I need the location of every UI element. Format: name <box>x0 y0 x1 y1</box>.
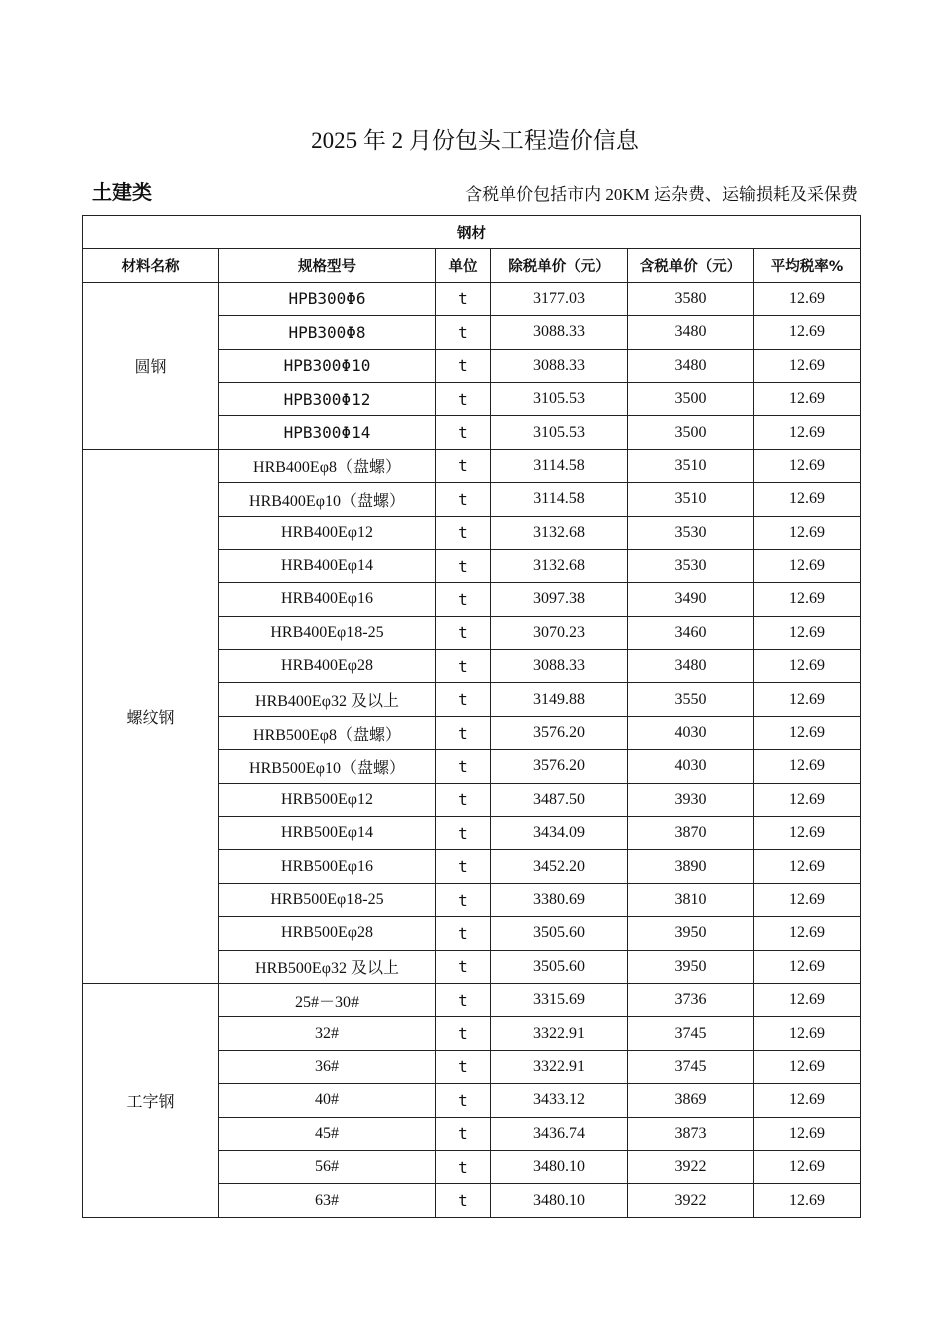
price-excl-tax-cell: 3088.33 <box>491 650 628 683</box>
tax-rate-cell: 12.69 <box>754 783 861 816</box>
spec-cell: HPB300Φ6 <box>219 282 436 315</box>
unit-cell: t <box>436 449 491 482</box>
price-incl-tax-cell: 3736 <box>628 983 754 1016</box>
price-excl-tax-cell: 3480.10 <box>491 1150 628 1183</box>
price-incl-tax-cell: 3510 <box>628 483 754 516</box>
tax-rate-cell: 12.69 <box>754 1050 861 1083</box>
price-incl-tax-cell: 3745 <box>628 1017 754 1050</box>
unit-cell: t <box>436 549 491 582</box>
tax-rate-cell: 12.69 <box>754 716 861 749</box>
unit-cell: t <box>436 650 491 683</box>
material-name-cell: 圆钢 <box>83 282 219 449</box>
unit-cell: t <box>436 583 491 616</box>
unit-cell: t <box>436 950 491 983</box>
price-excl-tax-cell: 3505.60 <box>491 950 628 983</box>
header-price-incl-tax: 含税单价（元） <box>628 249 754 282</box>
price-incl-tax-cell: 3950 <box>628 950 754 983</box>
tax-rate-cell: 12.69 <box>754 750 861 783</box>
price-incl-tax-cell: 3580 <box>628 282 754 315</box>
unit-cell: t <box>436 883 491 916</box>
price-incl-tax-cell: 3490 <box>628 583 754 616</box>
spec-cell: HPB300Φ10 <box>219 349 436 382</box>
price-excl-tax-cell: 3070.23 <box>491 616 628 649</box>
header-tax-rate: 平均税率% <box>754 249 861 282</box>
tax-rate-cell: 12.69 <box>754 583 861 616</box>
tax-rate-cell: 12.69 <box>754 483 861 516</box>
header-material-name: 材料名称 <box>83 249 219 282</box>
spec-cell: HRB400Eφ10（盘螺） <box>219 483 436 516</box>
spec-cell: HRB400Eφ32 及以上 <box>219 683 436 716</box>
spec-cell: HRB500Eφ16 <box>219 850 436 883</box>
price-excl-tax-cell: 3434.09 <box>491 817 628 850</box>
spec-cell: 36# <box>219 1050 436 1083</box>
spec-cell: HRB500Eφ28 <box>219 917 436 950</box>
unit-cell: t <box>436 616 491 649</box>
price-excl-tax-cell: 3097.38 <box>491 583 628 616</box>
tax-rate-cell: 12.69 <box>754 382 861 415</box>
unit-cell: t <box>436 1084 491 1117</box>
tax-rate-cell: 12.69 <box>754 616 861 649</box>
tax-rate-cell: 12.69 <box>754 1117 861 1150</box>
unit-cell: t <box>436 983 491 1016</box>
spec-cell: HRB500Eφ32 及以上 <box>219 950 436 983</box>
tax-rate-cell: 12.69 <box>754 349 861 382</box>
unit-cell: t <box>436 483 491 516</box>
section-title: 钢材 <box>83 216 861 249</box>
spec-cell: HRB400Eφ14 <box>219 549 436 582</box>
price-incl-tax-cell: 4030 <box>628 750 754 783</box>
price-excl-tax-cell: 3149.88 <box>491 683 628 716</box>
unit-cell: t <box>436 1017 491 1050</box>
steel-price-table <box>82 215 861 1218</box>
price-incl-tax-cell: 3530 <box>628 549 754 582</box>
tax-rate-cell: 12.69 <box>754 516 861 549</box>
unit-cell: t <box>436 316 491 349</box>
table-body <box>83 282 861 1217</box>
price-incl-tax-cell: 3530 <box>628 516 754 549</box>
tax-rate-cell: 12.69 <box>754 883 861 916</box>
price-incl-tax-cell: 3460 <box>628 616 754 649</box>
tax-rate-cell: 12.69 <box>754 449 861 482</box>
table-row <box>83 449 861 482</box>
unit-cell: t <box>436 1050 491 1083</box>
price-excl-tax-cell: 3505.60 <box>491 917 628 950</box>
page-title: 2025 年 2 月份包头工程造价信息 <box>311 128 639 153</box>
unit-cell: t <box>436 1117 491 1150</box>
unit-cell: t <box>436 917 491 950</box>
unit-cell: t <box>436 416 491 449</box>
price-incl-tax-cell: 3890 <box>628 850 754 883</box>
spec-cell: HRB400Eφ8（盘螺） <box>219 449 436 482</box>
spec-cell: 63# <box>219 1184 436 1217</box>
tax-rate-cell: 12.69 <box>754 983 861 1016</box>
spec-cell: HRB400Eφ28 <box>219 650 436 683</box>
spec-cell: HRB400Eφ12 <box>219 516 436 549</box>
price-excl-tax-cell: 3480.10 <box>491 1184 628 1217</box>
spec-cell: HRB400Eφ16 <box>219 583 436 616</box>
price-incl-tax-cell: 3480 <box>628 349 754 382</box>
price-incl-tax-cell: 3950 <box>628 917 754 950</box>
spec-cell: HRB500Eφ18-25 <box>219 883 436 916</box>
price-excl-tax-cell: 3088.33 <box>491 316 628 349</box>
unit-cell: t <box>436 683 491 716</box>
spec-cell: 32# <box>219 1017 436 1050</box>
tax-rate-cell: 12.69 <box>754 1084 861 1117</box>
unit-cell: t <box>436 750 491 783</box>
spec-cell: HRB500Eφ8（盘螺） <box>219 716 436 749</box>
price-excl-tax-cell: 3576.20 <box>491 716 628 749</box>
price-incl-tax-cell: 3869 <box>628 1084 754 1117</box>
price-excl-tax-cell: 3322.91 <box>491 1050 628 1083</box>
category-heading: 土建类 <box>92 180 152 204</box>
price-excl-tax-cell: 3088.33 <box>491 349 628 382</box>
tax-rate-cell: 12.69 <box>754 1017 861 1050</box>
spec-cell: HRB500Eφ10（盘螺） <box>219 750 436 783</box>
price-excl-tax-cell: 3132.68 <box>491 516 628 549</box>
price-excl-tax-cell: 3433.12 <box>491 1084 628 1117</box>
spec-cell: HRB500Eφ14 <box>219 817 436 850</box>
table-row <box>83 282 861 315</box>
header-price-excl-tax: 除税单价（元） <box>491 249 628 282</box>
spec-cell: 45# <box>219 1117 436 1150</box>
price-incl-tax-cell: 3922 <box>628 1150 754 1183</box>
tax-rate-cell: 12.69 <box>754 950 861 983</box>
tax-rate-cell: 12.69 <box>754 650 861 683</box>
spec-cell: HPB300Φ12 <box>219 382 436 415</box>
unit-cell: t <box>436 282 491 315</box>
tax-rate-cell: 12.69 <box>754 683 861 716</box>
material-name-cell: 螺纹钢 <box>83 449 219 983</box>
price-incl-tax-cell: 3480 <box>628 650 754 683</box>
unit-cell: t <box>436 716 491 749</box>
unit-cell: t <box>436 349 491 382</box>
price-incl-tax-cell: 3550 <box>628 683 754 716</box>
price-incl-tax-cell: 3500 <box>628 416 754 449</box>
price-excl-tax-cell: 3105.53 <box>491 382 628 415</box>
price-excl-tax-cell: 3105.53 <box>491 416 628 449</box>
spec-cell: HPB300Φ14 <box>219 416 436 449</box>
price-incl-tax-cell: 3480 <box>628 316 754 349</box>
unit-cell: t <box>436 516 491 549</box>
spec-cell: 56# <box>219 1150 436 1183</box>
price-incl-tax-cell: 3745 <box>628 1050 754 1083</box>
price-incl-tax-cell: 3922 <box>628 1184 754 1217</box>
price-excl-tax-cell: 3132.68 <box>491 549 628 582</box>
unit-cell: t <box>436 783 491 816</box>
price-incl-tax-cell: 3873 <box>628 1117 754 1150</box>
unit-cell: t <box>436 1150 491 1183</box>
header-unit: 单位 <box>436 249 491 282</box>
price-incl-tax-cell: 4030 <box>628 716 754 749</box>
table-row <box>83 983 861 1016</box>
tax-rate-cell: 12.69 <box>754 917 861 950</box>
spec-cell: 40# <box>219 1084 436 1117</box>
price-excl-tax-cell: 3114.58 <box>491 483 628 516</box>
material-name-cell: 工字钢 <box>83 983 219 1217</box>
tax-rate-cell: 12.69 <box>754 416 861 449</box>
price-excl-tax-cell: 3452.20 <box>491 850 628 883</box>
price-incl-tax-cell: 3500 <box>628 382 754 415</box>
price-incl-tax-cell: 3810 <box>628 883 754 916</box>
price-excl-tax-cell: 3177.03 <box>491 282 628 315</box>
tax-rate-cell: 12.69 <box>754 316 861 349</box>
price-excl-tax-cell: 3322.91 <box>491 1017 628 1050</box>
price-excl-tax-cell: 3380.69 <box>491 883 628 916</box>
price-excl-tax-cell: 3436.74 <box>491 1117 628 1150</box>
unit-cell: t <box>436 382 491 415</box>
tax-rate-cell: 12.69 <box>754 549 861 582</box>
spec-cell: HPB300Φ8 <box>219 316 436 349</box>
section-row <box>83 216 861 249</box>
tax-rate-cell: 12.69 <box>754 1150 861 1183</box>
tax-rate-cell: 12.69 <box>754 850 861 883</box>
price-excl-tax-cell: 3114.58 <box>491 449 628 482</box>
price-excl-tax-cell: 3487.50 <box>491 783 628 816</box>
tax-rate-cell: 12.69 <box>754 1184 861 1217</box>
unit-cell: t <box>436 817 491 850</box>
price-incl-tax-cell: 3870 <box>628 817 754 850</box>
price-excl-tax-cell: 3576.20 <box>491 750 628 783</box>
header-spec: 规格型号 <box>219 249 436 282</box>
unit-cell: t <box>436 1184 491 1217</box>
spec-cell: HRB400Eφ18-25 <box>219 616 436 649</box>
spec-cell: HRB500Eφ12 <box>219 783 436 816</box>
spec-cell: 25#－30# <box>219 983 436 1016</box>
price-note: 含税单价包括市内 20KM 运杂费、运输损耗及采保费 <box>465 185 858 204</box>
price-incl-tax-cell: 3930 <box>628 783 754 816</box>
tax-rate-cell: 12.69 <box>754 282 861 315</box>
header-row <box>83 249 861 282</box>
tax-rate-cell: 12.69 <box>754 817 861 850</box>
unit-cell: t <box>436 850 491 883</box>
price-excl-tax-cell: 3315.69 <box>491 983 628 1016</box>
price-incl-tax-cell: 3510 <box>628 449 754 482</box>
